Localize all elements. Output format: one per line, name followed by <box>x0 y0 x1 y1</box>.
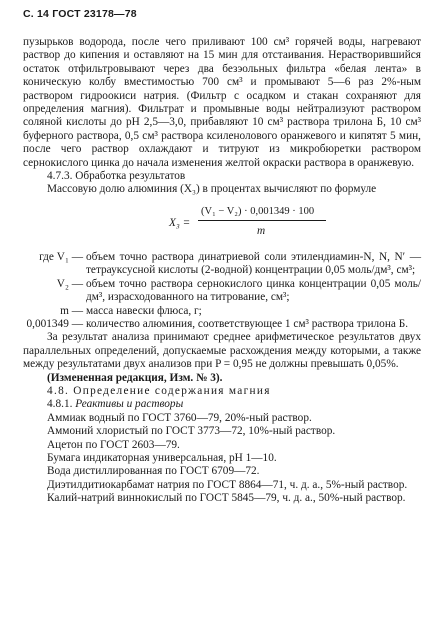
definition-where <box>23 251 86 278</box>
reagent-item: Калий-натрий виннокислый по ГОСТ 5845—79, ч. д. а., 50%-ный раствор. <box>47 492 406 505</box>
reagent-item: Аммиак водный по ГОСТ 3760—79, 20%-ный раствор. <box>47 411 312 424</box>
definition-item <box>23 278 421 305</box>
revision-note: (Измененная редакция, Изм. № 3). <box>47 371 223 384</box>
definition-item <box>23 318 421 331</box>
reagents-list <box>23 412 421 506</box>
reagent-item: Аммоний хлористый по ГОСТ 3773—72, 10%-ный раствор. <box>47 425 336 438</box>
definition-desc: объем точно раствора сернокислого цинка концентрации 0,05 моль/дм³, израсходованного на титрование, см³; <box>86 277 421 304</box>
section-4-7-3-heading: 4.7.3. Обработка результатов <box>47 170 186 183</box>
formula-numerator: (V₁ − V₂) · 0,001349 · 100 <box>201 205 315 217</box>
formula-denominator: m <box>257 224 266 237</box>
definition-item <box>23 305 421 318</box>
formula-intro: Массовую долю алюминия (X₃) в процентах вычисляют по формуле <box>47 183 377 196</box>
page-header: С. 14 ГОСТ 23178—78 <box>23 8 137 20</box>
reagent-item: Вода дистиллированная по ГОСТ 6709—72. <box>47 465 260 478</box>
definition-term: 0,001349 — <box>26 317 83 330</box>
section-number: 4.8.1. <box>47 398 73 411</box>
section-4-8-1-heading <box>23 398 421 411</box>
section-4-8-heading: 4.8. Определение содержания магния <box>47 384 271 397</box>
formula-lhs: X₃ = <box>169 216 191 229</box>
reagent-item: Диэтилдитиокарбамат натрия по ГОСТ 8864—71, ч. д. а., 5%-ный раствор. <box>47 478 408 491</box>
section-title: Реактивы и растворы <box>75 398 184 411</box>
definition-term: V₂ — <box>56 277 83 290</box>
definition-term: m — <box>60 304 83 317</box>
reagent-item: Бумага индикаторная универсальная, pH 1—10. <box>47 451 277 464</box>
definition-term: V₁ — <box>56 250 83 263</box>
formula-x3 <box>23 203 421 247</box>
reagent-item: Ацетон по ГОСТ 2603—79. <box>47 438 180 451</box>
where-word: где <box>39 250 54 263</box>
fraction-bar <box>198 220 326 221</box>
definitions-list <box>23 251 421 331</box>
paragraph-dissolution: пузырьков водорода, после чего приливают 100 см³ горячей воды, нагревают раствор до кипения и оставляют на 15 мин для отстаивания. Нерастворившийся остаток отфильтровывают через два безэольных фильтра «белая лента» в коническую колбу вместимостью 700 см³ и промывают 5—6 раз 2%-ным раствором гидроокиси натрия. (Фильтр с осадком и стакан сохраняют для определения магния). Фильтрат и промывные воды нейтрализуют раствором соляной кислоты до pH 2,5—3,0, прибавляют 10 см³ раствора трилона Б, 10 см³ буферного раствора, 0,5 см³ раствора ксиленолового оранжевого и кипятят 5 мин, после чего раствор охлаждают и титруют из микробюретки раствором сернокислого цинка до начала изменения желтой окраски раствора в оранжевую. <box>23 36 421 169</box>
definition-desc: количество алюминия, соответствующее 1 см³ раствора трилона Б. <box>86 317 409 330</box>
paragraph-result: За результат анализа принимают среднее арифметическое результатов двух параллельных определений, допускаемые расхождения между которыми, а также между результатами двух анализов при P = 0,95 не должны превышать 0,05%. <box>23 331 421 371</box>
definition-item <box>23 251 421 278</box>
definition-desc: масса навески флюса, г; <box>86 304 202 317</box>
definition-desc: объем точно раствора динатриевой соли этилендиамин-N, N, N′ — тетрауксусной кислоты (2-водной) концентрации 0,05 моль/дм³, см³; <box>86 250 421 277</box>
